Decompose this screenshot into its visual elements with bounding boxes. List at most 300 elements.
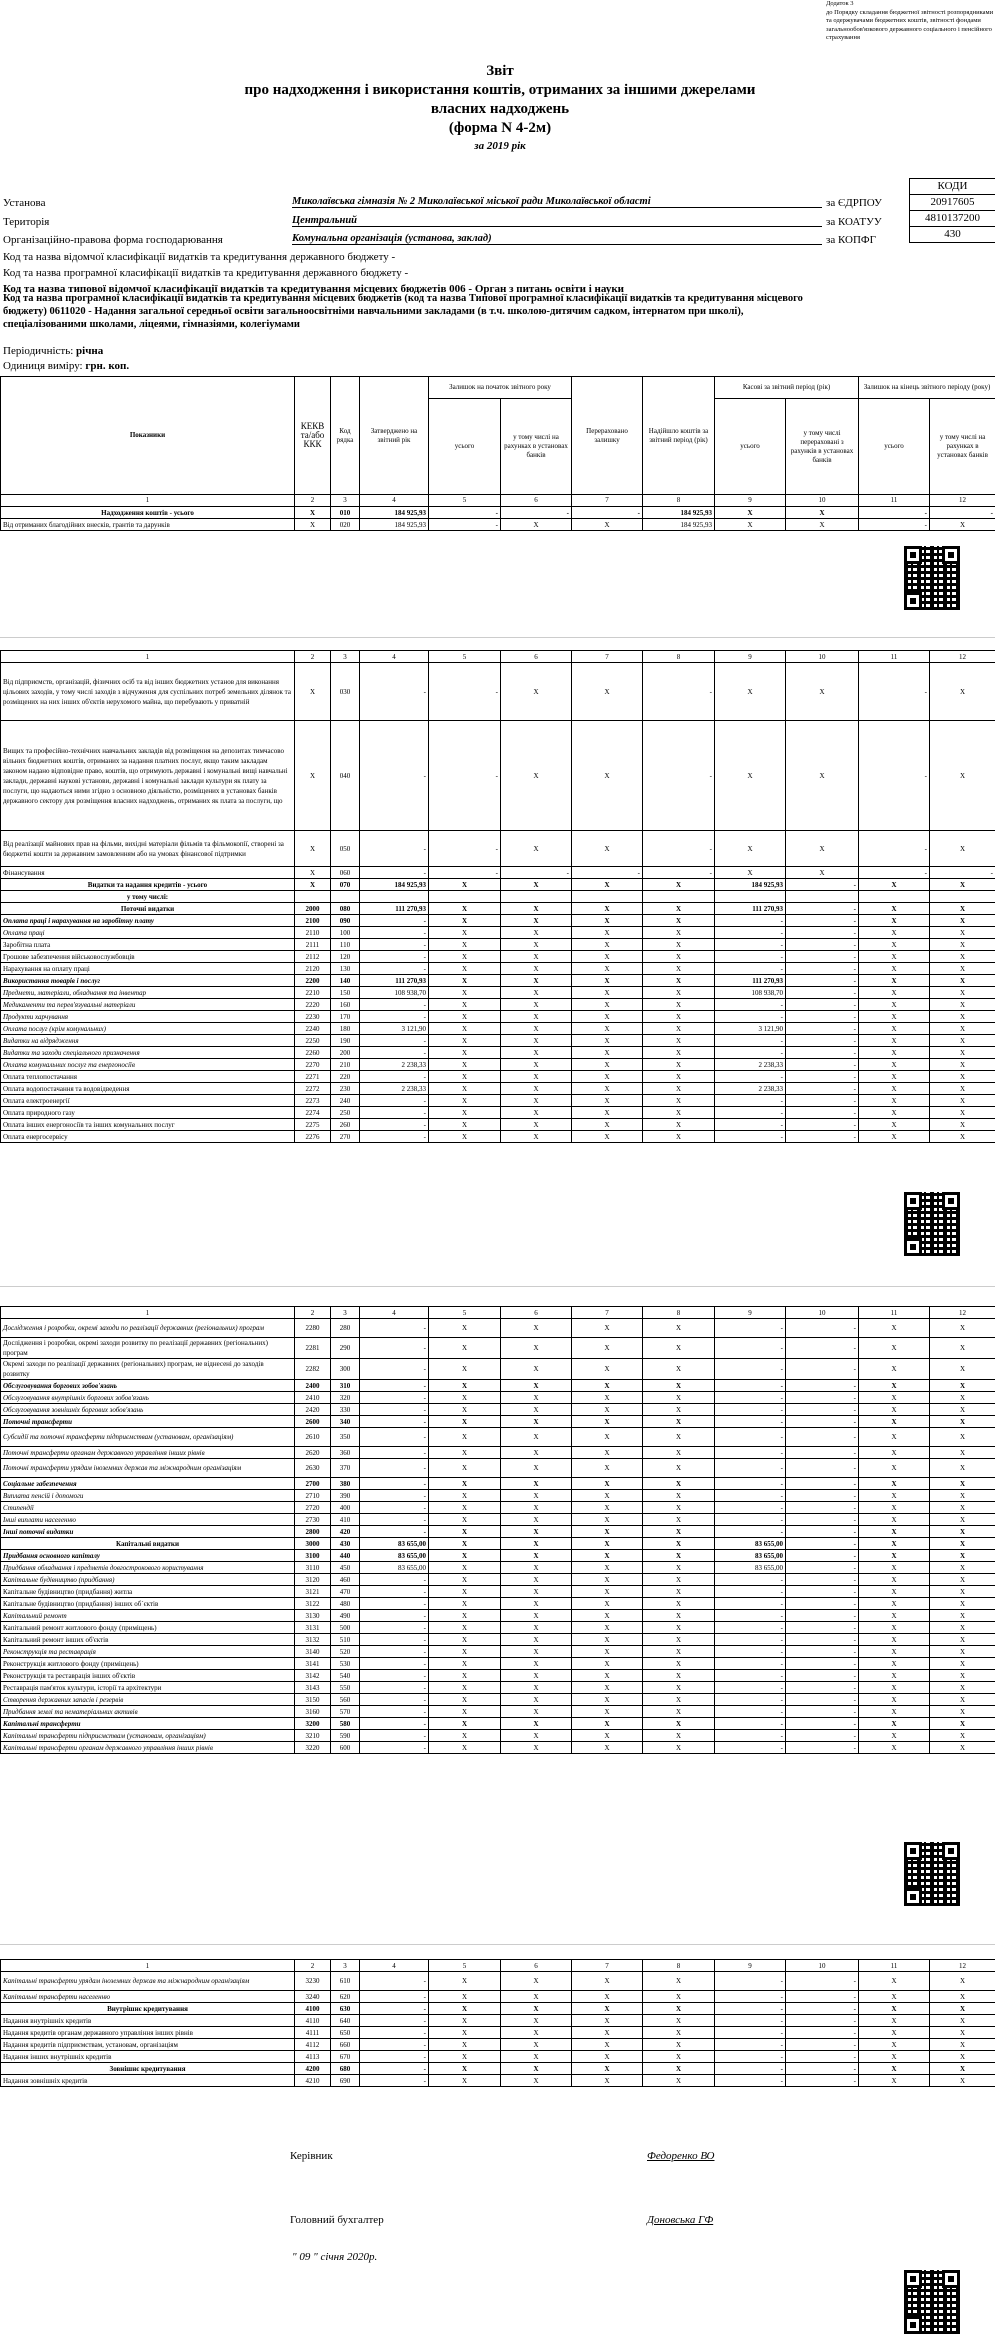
cell-row-code: 530	[331, 1658, 360, 1670]
cell-cash-total: -	[715, 1338, 786, 1359]
cell-kekv	[295, 891, 331, 903]
cell-cash-accounts: -	[786, 1083, 859, 1095]
field-label: Установа	[3, 197, 46, 209]
cell-indicator: Капітальні трансферти	[1, 1718, 295, 1730]
col-number: 2	[295, 1307, 331, 1319]
cell-cash-accounts: Х	[786, 519, 859, 531]
cell-transferred: Х	[572, 1083, 643, 1095]
cell-start-total: Х	[429, 963, 501, 975]
cell-transferred: Х	[572, 975, 643, 987]
cell-start-total: Х	[429, 1119, 501, 1131]
cell-start-total: Х	[429, 1622, 501, 1634]
cell-kekv: 3160	[295, 1706, 331, 1718]
cell-cash-total: 83 655,00	[715, 1550, 786, 1562]
cell-start-accounts: Х	[501, 987, 572, 999]
cell-transferred: Х	[572, 1359, 643, 1380]
cell-end-total: Х	[859, 1083, 930, 1095]
cell-kekv: 2275	[295, 1119, 331, 1131]
cell-row-code: 150	[331, 987, 360, 999]
cell-transferred: Х	[572, 1023, 643, 1035]
cell-start-total: Х	[429, 1742, 501, 1754]
cell-received: Х	[643, 1083, 715, 1095]
classif-line: Код та назва програмної класифікації видатків та кредитування місцевих бюджетів (код та назва Типової програмної класифікації видатків та кредитування місцевого бюджету) 0611020 - Надання загальної середньої освіти загальноосвітніми навчальними закладами (в т.ч. школою-дитячим садком, інтернатом при школі), спеціалізованими школами, ліцеями, гімназіями, колегіумами	[3, 293, 803, 330]
cell-kekv: 3200	[295, 1718, 331, 1730]
col-number: 2	[295, 1960, 331, 1972]
cell-approved: -	[360, 963, 429, 975]
cell-received: Х	[643, 951, 715, 963]
cell-kekv: Х	[295, 507, 331, 519]
cell-start-total: Х	[429, 1598, 501, 1610]
cell-received: Х	[643, 987, 715, 999]
cell-approved: 83 655,00	[360, 1538, 429, 1550]
cell-start-total: Х	[429, 1107, 501, 1119]
cell-end-accounts: Х	[930, 1658, 995, 1670]
cell-kekv: 2280	[295, 1319, 331, 1338]
cell-end-total: Х	[859, 2015, 930, 2027]
cell-transferred: -	[572, 867, 643, 879]
cell-cash-accounts: -	[786, 1658, 859, 1670]
table-row	[1, 1023, 995, 1035]
cell-received: Х	[643, 1550, 715, 1562]
table-row	[1, 939, 995, 951]
cell-transferred: Х	[572, 1706, 643, 1718]
cell-end-accounts: Х	[930, 1447, 995, 1459]
cell-cash-accounts: Х	[786, 831, 859, 867]
cell-approved: -	[360, 1319, 429, 1338]
cell-indicator: Оплата електроенергії	[1, 1095, 295, 1107]
cell-transferred: Х	[572, 1586, 643, 1598]
cell-received: Х	[643, 1658, 715, 1670]
cell-cash-accounts: -	[786, 1490, 859, 1502]
cell-approved: -	[360, 1416, 429, 1428]
cell-cash-total: Х	[715, 867, 786, 879]
cell-cash-total: -	[715, 1319, 786, 1338]
cell-end-accounts: Х	[930, 1718, 995, 1730]
cell-indicator: Капітальні трансферти підприємствам (установам, організаціям)	[1, 1730, 295, 1742]
cell-end-total: Х	[859, 879, 930, 891]
cell-end-total: Х	[859, 1447, 930, 1459]
col-number: 11	[859, 651, 930, 663]
cell-row-code: 540	[331, 1670, 360, 1682]
cell-indicator: Від отриманих благодійних внесків, грантів та дарунків	[1, 519, 295, 531]
table-row	[1, 1586, 995, 1598]
cell-transferred: Х	[572, 1526, 643, 1538]
cell-indicator: Оплата комунальних послуг та енергоносіїв	[1, 1059, 295, 1071]
cell-end-accounts: Х	[930, 1972, 995, 1991]
col-number: 7	[572, 1960, 643, 1972]
table-row	[1, 903, 995, 915]
cell-cash-accounts: -	[786, 2063, 859, 2075]
cell-end-accounts: Х	[930, 963, 995, 975]
cell-start-total: Х	[429, 987, 501, 999]
cell-received: Х	[643, 1622, 715, 1634]
cell-start-accounts: Х	[501, 1319, 572, 1338]
cell-start-accounts: Х	[501, 939, 572, 951]
cell-start-accounts: Х	[501, 1694, 572, 1706]
cell-start-total: Х	[429, 1694, 501, 1706]
cell-row-code: 400	[331, 1502, 360, 1514]
field-label: Територія	[3, 216, 50, 228]
cell-transferred: Х	[572, 1646, 643, 1658]
cell-received: Х	[643, 1095, 715, 1107]
cell-transferred: Х	[572, 1610, 643, 1622]
table-row	[1, 1972, 995, 1991]
sign-date: " 09 " січня 2020р.	[292, 2251, 378, 2263]
cell-received: Х	[643, 1706, 715, 1718]
cell-end-accounts: Х	[930, 1670, 995, 1682]
cell-kekv: 2210	[295, 987, 331, 999]
col-number: 9	[715, 495, 786, 507]
cell-transferred: Х	[572, 1035, 643, 1047]
cell-cash-total: 3 121,90	[715, 1023, 786, 1035]
cell-kekv: 3143	[295, 1682, 331, 1694]
cell-end-total: Х	[859, 963, 930, 975]
cell-end-accounts: Х	[930, 1478, 995, 1490]
cell-kekv: 2000	[295, 903, 331, 915]
cell-indicator: Грошове забезпечення військовослужбовців	[1, 951, 295, 963]
cell-cash-total: -	[715, 1730, 786, 1742]
cell-start-total: Х	[429, 1538, 501, 1550]
cell-transferred: Х	[572, 1658, 643, 1670]
cell-row-code: 050	[331, 831, 360, 867]
cell-transferred: Х	[572, 963, 643, 975]
cell-cash-accounts: -	[786, 2075, 859, 2087]
cell-received: Х	[643, 2027, 715, 2039]
cell-end-total: Х	[859, 1622, 930, 1634]
cell-received: Х	[643, 1380, 715, 1392]
cell-end-total: -	[859, 507, 930, 519]
cell-start-accounts: Х	[501, 903, 572, 915]
cell-start-total: Х	[429, 1490, 501, 1502]
cell-received: Х	[643, 2075, 715, 2087]
cell-transferred: Х	[572, 2063, 643, 2075]
title-line: власних надходжень	[430, 101, 570, 117]
cell-cash-accounts: -	[786, 1670, 859, 1682]
cell-start-accounts: Х	[501, 1359, 572, 1380]
cell-start-accounts: Х	[501, 1095, 572, 1107]
cell-indicator: Оплата водопостачання та водовідведення	[1, 1083, 295, 1095]
cell-start-total: Х	[429, 2063, 501, 2075]
cell-row-code: 020	[331, 519, 360, 531]
cell-start-accounts: Х	[501, 1622, 572, 1634]
cell-end-accounts: Х	[930, 1023, 995, 1035]
column-numbers	[1, 495, 995, 507]
cell-end-accounts: Х	[930, 903, 995, 915]
cell-approved: 184 925,93	[360, 507, 429, 519]
cell-start-accounts: Х	[501, 1071, 572, 1083]
cell-received: Х	[643, 1416, 715, 1428]
cell-end-total: Х	[859, 1416, 930, 1428]
cell-end-accounts: Х	[930, 721, 995, 831]
cell-row-code: 100	[331, 927, 360, 939]
cell-cash-total: -	[715, 1447, 786, 1459]
cell-transferred: Х	[572, 721, 643, 831]
cell-end-total: Х	[859, 975, 930, 987]
cell-start-total: Х	[429, 975, 501, 987]
cell-cash-total: -	[715, 951, 786, 963]
cell-transferred: Х	[572, 1502, 643, 1514]
table-row	[1, 1574, 995, 1586]
cell-end-total: Х	[859, 1682, 930, 1694]
cell-end-accounts: Х	[930, 1047, 995, 1059]
cell-approved: 184 925,93	[360, 519, 429, 531]
cell-start-total: Х	[429, 1359, 501, 1380]
cell-transferred: Х	[572, 1478, 643, 1490]
cell-indicator: Надання кредитів органам державного управління інших рівнів	[1, 2027, 295, 2039]
cell-start-total: Х	[429, 2015, 501, 2027]
cell-transferred: Х	[572, 1972, 643, 1991]
cell-cash-accounts: -	[786, 1392, 859, 1404]
cell-end-total: Х	[859, 1742, 930, 1754]
cell-end-accounts: Х	[930, 1011, 995, 1023]
cell-approved: -	[360, 1694, 429, 1706]
cell-received: Х	[643, 1991, 715, 2003]
qr-code	[904, 546, 960, 610]
cell-row-code: 520	[331, 1646, 360, 1658]
col-number: 11	[859, 1960, 930, 1972]
cell-indicator: Обслуговування зовнішніх боргових зобов'язань	[1, 1404, 295, 1416]
table-row	[1, 1550, 995, 1562]
table-row	[1, 963, 995, 975]
table-row	[1, 1107, 995, 1119]
cell-transferred: Х	[572, 1380, 643, 1392]
cell-start-accounts: Х	[501, 963, 572, 975]
cell-indicator: Оплата енергосервісу	[1, 1131, 295, 1143]
cell-cash-total: -	[715, 1574, 786, 1586]
cell-approved: -	[360, 1972, 429, 1991]
cell-row-code: 360	[331, 1447, 360, 1459]
cell-transferred: Х	[572, 1071, 643, 1083]
cell-start-total: Х	[429, 1586, 501, 1598]
table-part-2	[0, 662, 995, 1143]
cell-start-accounts: Х	[501, 1574, 572, 1586]
cell-indicator: Медикаменти та перев'язувальні матеріали	[1, 999, 295, 1011]
cell-start-total: Х	[429, 1562, 501, 1574]
cell-transferred: Х	[572, 1490, 643, 1502]
cell-start-total: -	[429, 663, 501, 721]
cell-transferred: Х	[572, 1119, 643, 1131]
cell-received: Х	[643, 915, 715, 927]
cell-indicator: Оплата інших енергоносіїв та інших комунальних послуг	[1, 1119, 295, 1131]
cell-row-code: 430	[331, 1538, 360, 1550]
cell-received: Х	[643, 1730, 715, 1742]
unit-label: Одиниця виміру:	[3, 360, 83, 372]
cell-start-accounts: Х	[501, 1023, 572, 1035]
cell-end-accounts: Х	[930, 987, 995, 999]
cell-received: Х	[643, 1634, 715, 1646]
cell-transferred: Х	[572, 1107, 643, 1119]
cell-start-total: Х	[429, 1083, 501, 1095]
cell-cash-total: -	[715, 1035, 786, 1047]
cell-end-total: Х	[859, 987, 930, 999]
cell-start-accounts	[501, 891, 572, 903]
cell-transferred: Х	[572, 663, 643, 721]
table-row	[1, 1392, 995, 1404]
cell-row-code: 650	[331, 2027, 360, 2039]
cell-cash-total: -	[715, 1490, 786, 1502]
cell-end-total: Х	[859, 1502, 930, 1514]
qr-code	[904, 1192, 960, 1256]
cell-transferred: Х	[572, 2027, 643, 2039]
cell-start-total: Х	[429, 2003, 501, 2015]
cell-received: Х	[643, 963, 715, 975]
table-row	[1, 1706, 995, 1718]
cell-end-total: Х	[859, 1514, 930, 1526]
page-break	[0, 637, 995, 638]
cell-kekv: 3230	[295, 1972, 331, 1991]
col-number: 7	[572, 651, 643, 663]
cell-indicator: Окремі заходи по реалізації державних (регіональних) програм, не віднесені до заходів розвитку	[1, 1359, 295, 1380]
cell-row-code: 590	[331, 1730, 360, 1742]
cell-end-accounts: Х	[930, 1514, 995, 1526]
cell-kekv: 2620	[295, 1447, 331, 1459]
cell-end-accounts: Х	[930, 2027, 995, 2039]
table-row	[1, 1718, 995, 1730]
cell-indicator: Предмети, матеріали, обладнання та інвентар	[1, 987, 295, 999]
col-number: 9	[715, 1960, 786, 1972]
cell-cash-accounts: -	[786, 2027, 859, 2039]
cell-transferred: Х	[572, 2015, 643, 2027]
cell-end-accounts: Х	[930, 1380, 995, 1392]
cell-start-total: Х	[429, 1478, 501, 1490]
cell-approved: -	[360, 1490, 429, 1502]
cell-start-total: -	[429, 867, 501, 879]
cell-approved: -	[360, 2015, 429, 2027]
cell-cash-accounts: -	[786, 963, 859, 975]
code-kopfg: 430	[944, 228, 961, 240]
table-row	[1, 1071, 995, 1083]
cell-cash-accounts: -	[786, 2051, 859, 2063]
cell-kekv: 3122	[295, 1598, 331, 1610]
cell-indicator: Поточні трансферти урядам іноземних держав та міжнародним організаціям	[1, 1459, 295, 1478]
cell-received: Х	[643, 1718, 715, 1730]
cell-cash-total: -	[715, 1047, 786, 1059]
cell-kekv: 3121	[295, 1586, 331, 1598]
cell-transferred: Х	[572, 2003, 643, 2015]
cell-row-code: 030	[331, 663, 360, 721]
cell-start-total: Х	[429, 2051, 501, 2063]
cell-cash-total: -	[715, 1622, 786, 1634]
cell-indicator: Капітальний ремонт житлового фонду (приміщень)	[1, 1622, 295, 1634]
cell-indicator: Інші виплати населенню	[1, 1514, 295, 1526]
table-row	[1, 1622, 995, 1634]
cell-end-accounts: Х	[930, 1586, 995, 1598]
cell-cash-accounts: -	[786, 1338, 859, 1359]
col-number: 1	[1, 1307, 295, 1319]
cell-approved: -	[360, 1730, 429, 1742]
col-number: 4	[360, 651, 429, 663]
cell-row-code: 010	[331, 507, 360, 519]
cell-cash-accounts: -	[786, 879, 859, 891]
cell-cash-total: -	[715, 1392, 786, 1404]
col-number: 6	[501, 1960, 572, 1972]
hdr-start-accounts: у тому числі на рахунках в установах банків	[501, 399, 572, 495]
cell-approved: 111 270,93	[360, 975, 429, 987]
cell-end-accounts: Х	[930, 879, 995, 891]
col-number: 2	[295, 651, 331, 663]
cell-row-code: 480	[331, 1598, 360, 1610]
cell-transferred: Х	[572, 1538, 643, 1550]
cell-start-total: Х	[429, 1428, 501, 1447]
cell-row-code: 110	[331, 939, 360, 951]
cell-cash-accounts: -	[786, 2039, 859, 2051]
cell-received: Х	[643, 1131, 715, 1143]
hdr-approved: Затверджено на звітний рік	[360, 377, 429, 495]
cell-start-accounts: Х	[501, 1670, 572, 1682]
cell-cash-total: -	[715, 1095, 786, 1107]
cell-kekv: 3141	[295, 1658, 331, 1670]
cell-start-total: Х	[429, 1550, 501, 1562]
cell-kekv: 2100	[295, 915, 331, 927]
cell-approved: -	[360, 1706, 429, 1718]
cell-approved: -	[360, 1610, 429, 1622]
cell-end-total: Х	[859, 1991, 930, 2003]
col-number: 8	[643, 495, 715, 507]
cell-received: Х	[643, 1598, 715, 1610]
cell-cash-total: -	[715, 1502, 786, 1514]
cell-start-total: Х	[429, 1011, 501, 1023]
cell-end-total: Х	[859, 1718, 930, 1730]
cell-row-code: 500	[331, 1622, 360, 1634]
cell-transferred: Х	[572, 1574, 643, 1586]
code-label: за КОАТУУ	[826, 216, 882, 228]
cell-kekv: 3240	[295, 1991, 331, 2003]
cell-start-total: Х	[429, 2075, 501, 2087]
col-number: 7	[572, 1307, 643, 1319]
cell-approved: -	[360, 1035, 429, 1047]
cell-received: Х	[643, 1490, 715, 1502]
cell-start-total: Х	[429, 1392, 501, 1404]
cell-cash-accounts: -	[786, 1095, 859, 1107]
table-row	[1, 891, 995, 903]
column-numbers	[1, 651, 995, 663]
cell-start-total: Х	[429, 1670, 501, 1682]
cell-start-accounts: -	[501, 507, 572, 519]
code-edrpou: 20917605	[910, 195, 995, 211]
cell-transferred: Х	[572, 879, 643, 891]
cell-received: Х	[643, 1404, 715, 1416]
field-value: Миколаївська гімназія № 2 Миколаївської міської ради Миколаївської області	[292, 196, 822, 208]
cell-cash-total: -	[715, 1742, 786, 1754]
cell-approved: -	[360, 2003, 429, 2015]
cell-end-total: Х	[859, 951, 930, 963]
table-row	[1, 2027, 995, 2039]
cell-start-total: Х	[429, 1380, 501, 1392]
cell-approved: -	[360, 2039, 429, 2051]
cell-end-accounts: Х	[930, 519, 995, 531]
cell-indicator: Дослідження і розробки, окремі заходи по реалізації державних (регіональних) програм	[1, 1319, 295, 1338]
table-row	[1, 831, 995, 867]
cell-approved: -	[360, 1742, 429, 1754]
hdr-start-total: усього	[429, 399, 501, 495]
cell-start-accounts: Х	[501, 1447, 572, 1459]
cell-start-accounts: Х	[501, 1991, 572, 2003]
cell-cash-accounts: -	[786, 1404, 859, 1416]
cell-end-total: Х	[859, 1634, 930, 1646]
cell-start-total: Х	[429, 1023, 501, 1035]
table-row	[1, 1730, 995, 1742]
cell-start-total: -	[429, 721, 501, 831]
cell-row-code: 080	[331, 903, 360, 915]
cell-indicator: Оплата послуг (крім комунальних)	[1, 1023, 295, 1035]
col-number: 6	[501, 495, 572, 507]
cell-start-accounts: Х	[501, 1682, 572, 1694]
table-row	[1, 1646, 995, 1658]
cell-cash-accounts: -	[786, 1694, 859, 1706]
cell-start-total: Х	[429, 1095, 501, 1107]
cell-cash-total: -	[715, 1610, 786, 1622]
cell-start-total: Х	[429, 1071, 501, 1083]
